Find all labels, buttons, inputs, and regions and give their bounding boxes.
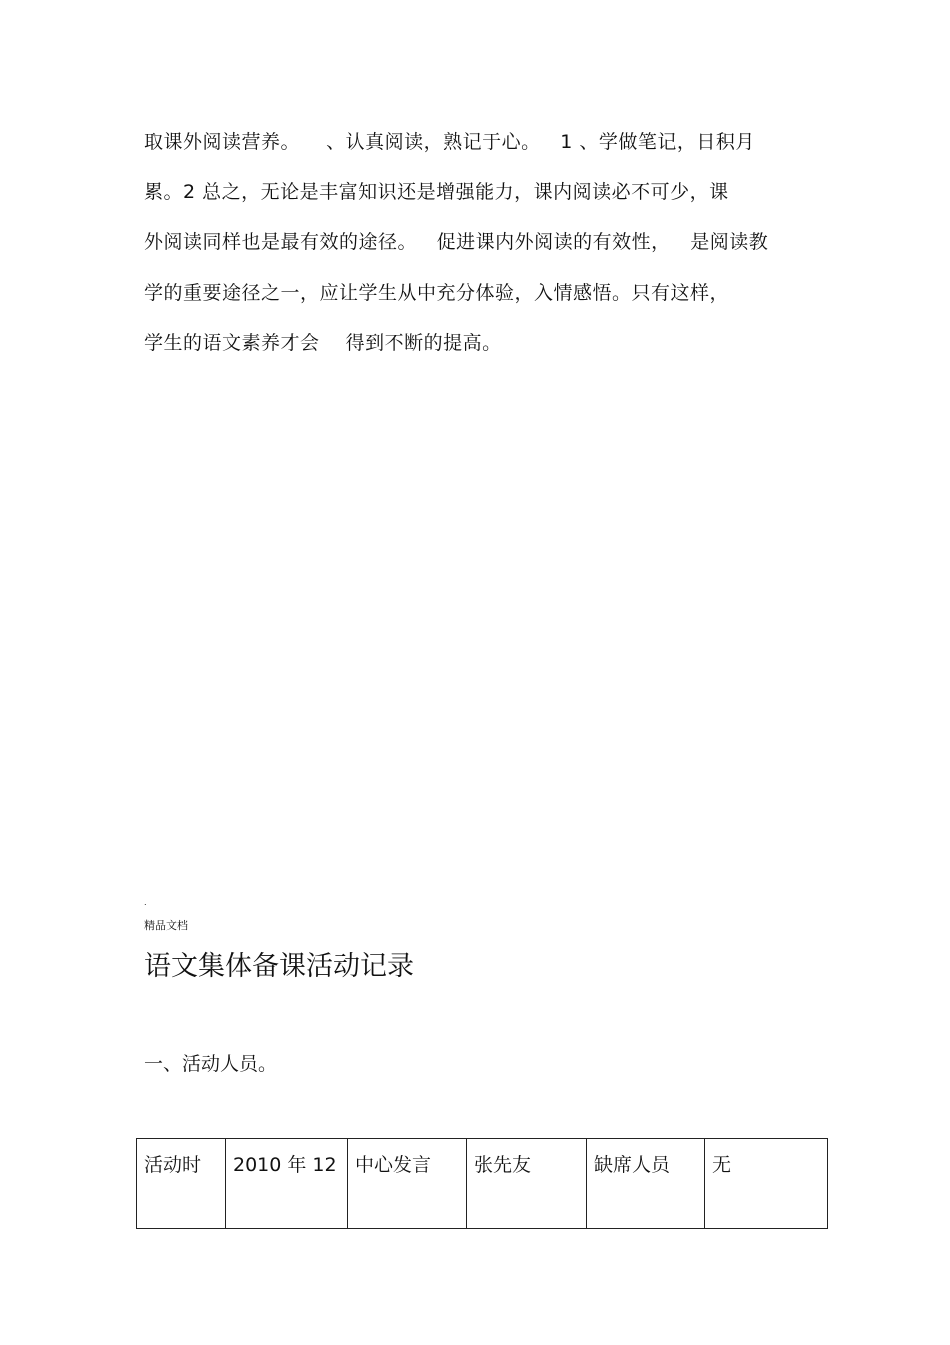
table-cell-activity-time-label: 活动时 <box>137 1139 226 1229</box>
table-cell-absent-value: 无 <box>705 1139 828 1229</box>
paragraph-line: 学的重要途径之一，应让学生从中充分体验，入情感悟。只有这样， <box>144 282 730 304</box>
activity-info-table <box>136 1138 828 1229</box>
page-break-dot: . <box>144 898 147 907</box>
table-cell-absent-label: 缺席人员 <box>587 1139 705 1229</box>
document-title: 语文集体备课活动记录 <box>144 951 414 982</box>
table-cell-speaker-value: 张先友 <box>467 1139 587 1229</box>
paragraph-line: 外阅读同样也是最有效的途径。 促进课内外阅读的有效性， 是阅读教 <box>144 231 769 253</box>
paragraph-line: 取课外阅读营养。 、认真阅读，熟记于心。 1 、学做笔记，日积月 <box>144 131 755 153</box>
table-cell-speaker-label: 中心发言 <box>348 1139 467 1229</box>
paragraph-line: 累。2 总之，无论是丰富知识还是增强能力，课内阅读必不可少，课 <box>144 181 729 203</box>
page-header-label: 精品文档 <box>144 919 188 932</box>
paragraph-line: 学生的语文素养才会 得到不断的提高。 <box>144 332 502 354</box>
table-cell-activity-time-value: 2010 年 12 <box>226 1139 348 1229</box>
table-row <box>137 1139 828 1229</box>
section-heading: 一、活动人员。 <box>144 1053 278 1075</box>
